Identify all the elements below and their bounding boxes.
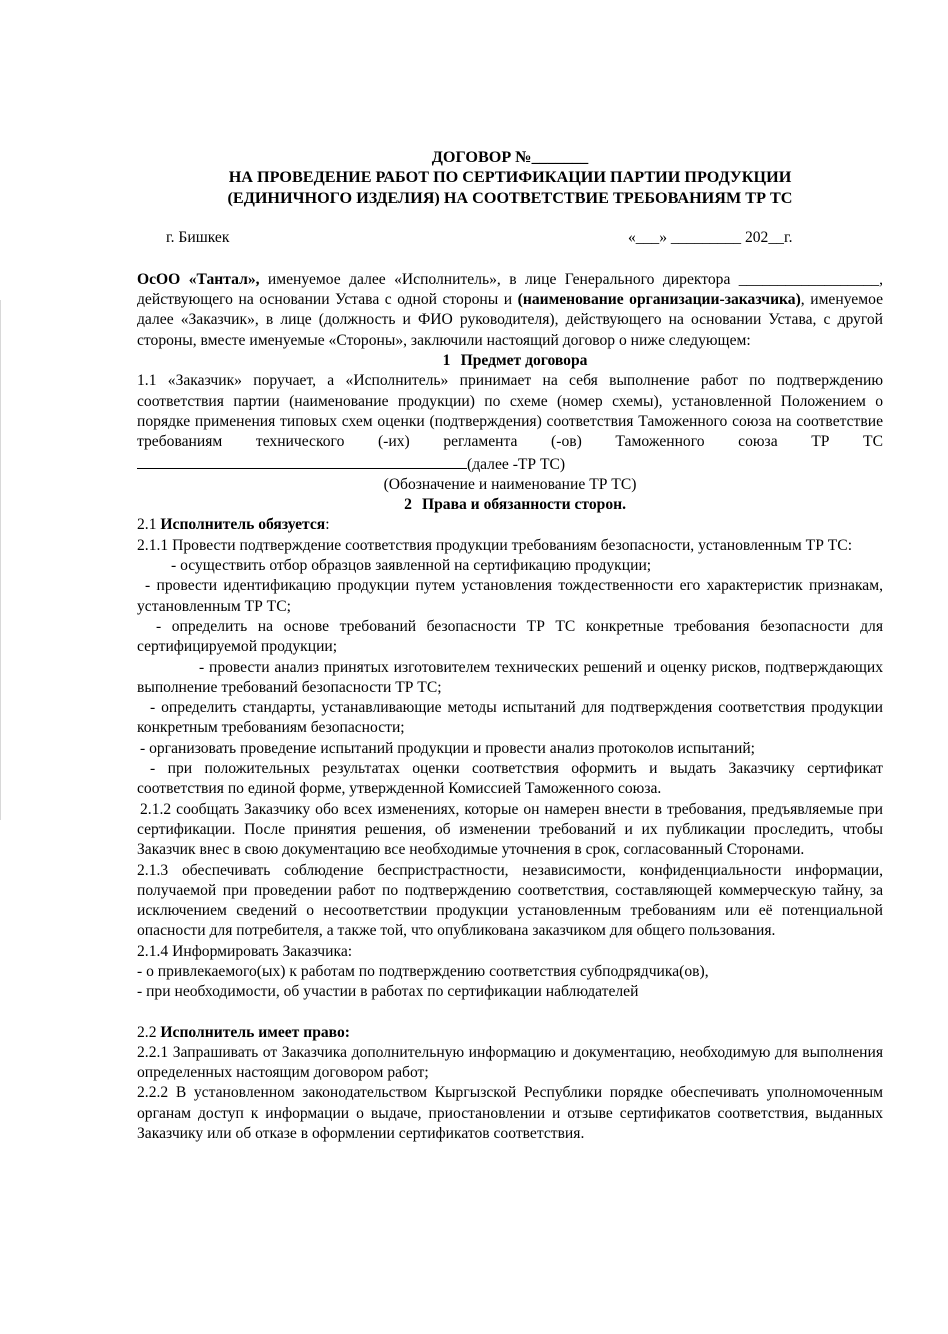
clause-1-1 (137, 371, 883, 474)
section-2-number: 2 (404, 496, 412, 514)
city: г. Бишкек (166, 228, 230, 246)
bullet-item: - определить стандарты, устанавливающие методы испытаний для подтверждения соответствия продукции конкретным требованиям безопасности; (137, 699, 883, 737)
clause-2-1-3: 2.1.3 обеспечивать соблюдение беспристрастности, независимости, конфиденциальности информации, получаемой при проведении работ по подтверждению соответствия, составляющей коммерческую тайну, за исключением сведений о несоответствии продукции установленным требованиям или её потенциальной опасности для потребителя, а также той, что опубликована заказчиком для общего пользования. (137, 861, 883, 940)
section-2-heading (137, 495, 883, 515)
tr-ts-blank (137, 453, 467, 469)
clause-2-2-1: 2.2.1 Запрашивать от Заказчика дополнительную информацию и документацию, необходимую для выполнения определенных настоящим договором работ; (137, 1043, 883, 1082)
section-2-title: Права и обязанности сторон. (421, 496, 627, 514)
title-line-1: ДОГОВОР №_______ (431, 148, 589, 166)
executor-name: ОсОО «Тантал», (137, 270, 260, 288)
preamble-text-1: именуемое далее «Исполнитель», в лице Генерального директора __________________, действующего на основании Устава с одной стороны и (137, 270, 884, 309)
section-1-number: 1 (442, 352, 451, 370)
clause-2-2-2: 2.2.2 В установленном законодательством Кыргызской Республики порядке обеспечивать уполномоченным органам доступ к информации о выдаче, приостановлении и отзыве сертификатов соответствия, выданных Заказчику или об отказе в оформлении сертификатов соответствия. (137, 1084, 883, 1143)
section-1-title: Предмет договора (460, 352, 588, 370)
subsection-2-1 (137, 515, 883, 535)
document-body (137, 147, 883, 1144)
bullet-item: - определить на основе требований безопасности ТР ТС конкретные требования безопасности для сертифицируемой продукции; (137, 617, 883, 656)
page-edge-line (0, 300, 1, 820)
preamble (137, 270, 883, 351)
tr-ts-note: (Обозначение и наименование ТР ТС) (383, 475, 637, 493)
clause-1-1-tail: (далее -ТР ТС) (467, 455, 566, 473)
list-item: - при необходимости, об участии в работах по сертификации наблюдателей (137, 983, 639, 1001)
clause-2-1-4: 2.1.4 Информировать Заказчика: (137, 942, 353, 960)
bullet-item: - провести анализ принятых изготовителем технических решений и оценку рисков, подтверждающих выполнение требований безопасности ТР ТС; (137, 658, 883, 696)
subsection-2-1-title: Исполнитель обязуется (160, 516, 326, 534)
title-line-3: (ЕДИНИЧНОГО ИЗДЕЛИЯ) НА СООТВЕТСТВИЕ ТРЕБОВАНИЯМ ТР ТС (227, 188, 793, 207)
title-line-2: НА ПРОВЕДЕНИЕ РАБОТ ПО СЕРТИФИКАЦИИ ПАРТИИ ПРОДУКЦИИ (228, 168, 792, 187)
clause-2-1-1: 2.1.1 Провести подтверждение соответствия продукции требованиям безопасности, установленным ТР ТС: (137, 536, 853, 554)
subsection-2-1-colon: : (325, 516, 330, 534)
spacer (137, 1003, 883, 1023)
bullet-item: - провести идентификацию продукции путем установления тождественности его характеристик признакам, установленным ТР ТС; (137, 577, 883, 615)
bullet-item: - при положительных результатах оценки соответствия оформить и выдать Заказчику сертификат соответствия по единой форме, утвержденной Комиссией Таможенного союза. (137, 760, 883, 798)
clause-1-1-text: 1.1 «Заказчик» поручает, а «Исполнитель» принимает на себя выполнение работ по подтверждению соответствия партии (наименование продукции) по схеме (номер схемы), установленной Положением о порядке применения типовых схем оценки (подтверждения) соответствия Таможенного союза на соответствие требованиям технического (-их) регламента (-ов) Таможенного союза ТР ТС (137, 372, 883, 451)
contract-date: «___» _________ 202__г. (628, 228, 793, 246)
section-1-heading (137, 351, 883, 371)
place-date-row (137, 228, 883, 250)
bullet-item: - осуществить отбор образцов заявленной на сертификацию продукции; (171, 557, 652, 575)
contract-title (137, 147, 883, 208)
clause-2-1-2: 2.1.2 сообщать Заказчику обо всех изменениях, которые он намерен внести в требования, предъявляемые при сертификации. После принятия решения, об изменении требований и их публикации проследить, чтобы Заказчик внес в свою документацию все необходимые уточнения в срок, согласованный Сторонами. (137, 800, 883, 859)
preamble-text-2: , именуемое далее «Заказчик», в лице (должность и ФИО руководителя), действующего на основании Устава, с другой стороны, вместе именуемые «Стороны», заключили настоящий договор о ниже следующем: (137, 291, 883, 349)
customer-name: (наименование организации-заказчика) (517, 291, 801, 309)
subsection-2-2 (137, 1023, 883, 1043)
list-item: - о привлекаемого(ых) к работам по подтверждению соответствия субподрядчика(ов), (137, 962, 709, 980)
subsection-2-2-title: Исполнитель имеет право: (160, 1023, 350, 1041)
subsection-2-2-number: 2.2 (137, 1023, 161, 1041)
subsection-2-1-number: 2.1 (137, 516, 161, 534)
bullet-item: - организовать проведение испытаний продукции и провести анализ протоколов испытаний; (140, 739, 756, 757)
